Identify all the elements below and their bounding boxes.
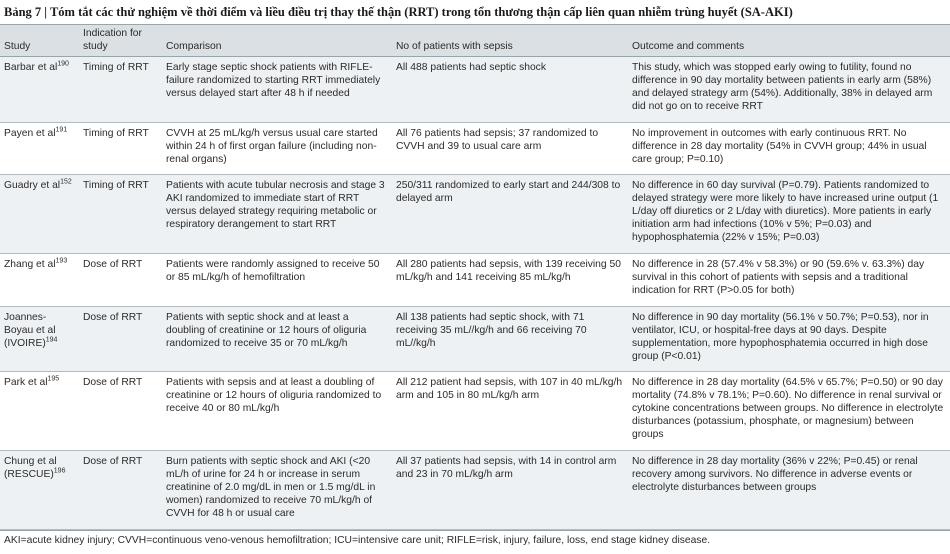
cell-comparison: Patients with sepsis and at least a doubling of creatinine or 12 hours of oliguria randomized to receive 40 or 80 mL/kg/h <box>162 372 392 451</box>
study-name: Barbar et al <box>4 62 58 73</box>
cell-outcome: No difference in 60 day survival (P=0.79). Patients randomized to delayed strategy were more likely to have increased urine output (1 L/day off diuretics or 2 L/day with diuretics). More patients in early initiation arm had infections (10% v 5%; P=0.03) and hypophosphatemia (22% v 15%; P=0.03) <box>628 175 950 254</box>
cell-study <box>0 372 79 451</box>
table-row <box>0 175 950 254</box>
table-title: Bảng 7 | Tóm tắt các thử nghiệm về thời điểm và liều điều trị thay thế thận (RRT) trong tổn thương thận cấp liên quan nhiễm trùng huyết (SA-AKI) <box>0 0 950 24</box>
cell-comparison: Burn patients with septic shock and AKI (<20 mL/h of urine for 24 h or increase in serum creatinine of 2.0 mg/dL in men or 1.5 mg/dL in women) randomized to receive 70 mL/kg/h of CVVH for 48 h or usual care <box>162 451 392 530</box>
cell-study <box>0 175 79 254</box>
reference-number: 193 <box>55 257 68 265</box>
cell-indication: Dose of RRT <box>79 307 162 372</box>
cell-indication: Dose of RRT <box>79 254 162 307</box>
reference-number: 191 <box>55 126 68 134</box>
cell-indication: Timing of RRT <box>79 57 162 123</box>
study-name: Park et al <box>4 377 48 388</box>
table-row <box>0 123 950 175</box>
trials-table <box>0 24 950 530</box>
reference-number: 152 <box>60 178 72 186</box>
table-footnote: AKI=acute kidney injury; CVVH=continuous veno-venous hemofiltration; ICU=intensive care unit; RIFLE=risk, injury, failure, loss, end stage kidney disease. <box>0 530 950 550</box>
cell-comparison: Patients were randomly assigned to receive 50 or 85 mL/kg/h of hemofiltration <box>162 254 392 307</box>
cell-patients: 250/311 randomized to early start and 244/308 to delayed arm <box>392 175 628 254</box>
header-comparison: Comparison <box>162 25 392 57</box>
cell-outcome: No improvement in outcomes with early continuous RRT. No difference in 28 day mortality (54% in CVVH group; 44% in usual care group; P=0.10) <box>628 123 950 175</box>
cell-indication: Timing of RRT <box>79 175 162 254</box>
table-row <box>0 57 950 123</box>
study-name: Joannes-Boyau et al (IVOIRE) <box>4 312 56 349</box>
study-name: Chung et al (RESCUE) <box>4 456 57 480</box>
reference-number: 195 <box>47 375 60 383</box>
reference-number: 190 <box>57 60 69 68</box>
cell-patients: All 138 patients had septic shock, with 71 receiving 35 mL//kg/h and 66 receiving 70 mL//kg/h <box>392 307 628 372</box>
table-row <box>0 451 950 530</box>
cell-patients: All 280 patients had sepsis, with 139 receiving 50 mL/kg/h and 141 receiving 85 mL/kg/h <box>392 254 628 307</box>
header-indication: Indication for study <box>79 25 162 57</box>
cell-study <box>0 57 79 123</box>
study-name: Guadry et al <box>4 180 61 191</box>
cell-outcome: No difference in 28 day mortality (64.5% v 65.7%; P=0.50) or 90 day mortality (74.8% v 78.1%; P=0.60). No difference in renal survival or cytokine concentrations between groups. No difference in electrolyte disturbances (potassium, phosphate, or magnesium) between groups <box>628 372 950 451</box>
table-row <box>0 372 950 451</box>
cell-indication: Dose of RRT <box>79 451 162 530</box>
header-patients: No of patients with sepsis <box>392 25 628 57</box>
cell-patients: All 212 patient had sepsis, with 107 in 40 mL/kg/h arm and 105 in 80 mL/kg/h arm <box>392 372 628 451</box>
cell-outcome: No difference in 28 (57.4% v 58.3%) or 90 (59.6% v. 63.3%) day survival in this cohort of patients with sepsis and a traditional indication for RRT (P>0.05 for both) <box>628 254 950 307</box>
cell-patients: All 76 patients had sepsis; 37 randomized to CVVH and 39 to usual care arm <box>392 123 628 175</box>
cell-comparison: Patients with septic shock and at least a doubling of creatinine or 12 hours of oliguria randomized to receive 35 or 70 mL/kg/h <box>162 307 392 372</box>
cell-indication: Timing of RRT <box>79 123 162 175</box>
cell-outcome: No difference in 90 day mortality (56.1% v 50.7%; P=0.53), nor in ventilator, ICU, or hospital-free days at 90 days. Despite supplementation, more hypophosphatemia occurred in high dose group (P<0.01) <box>628 307 950 372</box>
header-outcome: Outcome and comments <box>628 25 950 57</box>
cell-study <box>0 307 79 372</box>
cell-study <box>0 123 79 175</box>
table-row <box>0 307 950 372</box>
header-study: Study <box>0 25 79 57</box>
cell-comparison: CVVH at 25 mL/kg/h versus usual care started within 24 h of first organ failure (including non-renal organs) <box>162 123 392 175</box>
study-name: Zhang et al <box>4 259 56 270</box>
table-header-row <box>0 25 950 57</box>
reference-number: 194 <box>45 336 58 344</box>
cell-comparison: Early stage septic shock patients with RIFLE-failure randomized to starting RRT immediately versus delayed start after 48 h if needed <box>162 57 392 123</box>
study-name: Payen et al <box>4 128 56 139</box>
reference-number: 196 <box>53 467 66 475</box>
cell-comparison: Patients with acute tubular necrosis and stage 3 AKI randomized to immediate start of RRT versus delayed strategy requiring metabolic or respiratory derangement to start RRT <box>162 175 392 254</box>
cell-patients: All 37 patients had sepsis, with 14 in control arm and 23 in 70 mL/kg/h arm <box>392 451 628 530</box>
cell-study <box>0 254 79 307</box>
cell-outcome: This study, which was stopped early owing to futility, found no difference in 90 day mortality between patients in early arm (58%) and delayed strategy arm (54%). Additionally, 38% in delayed arm did not go on to receive RRT <box>628 57 950 123</box>
cell-patients: All 488 patients had septic shock <box>392 57 628 123</box>
cell-study <box>0 451 79 530</box>
table-row <box>0 254 950 307</box>
cell-indication: Dose of RRT <box>79 372 162 451</box>
cell-outcome: No difference in 28 day mortality (36% v 22%; P=0.45) or renal recovery among survivors. No difference in adverse events or electrolyte disturbances between groups <box>628 451 950 530</box>
